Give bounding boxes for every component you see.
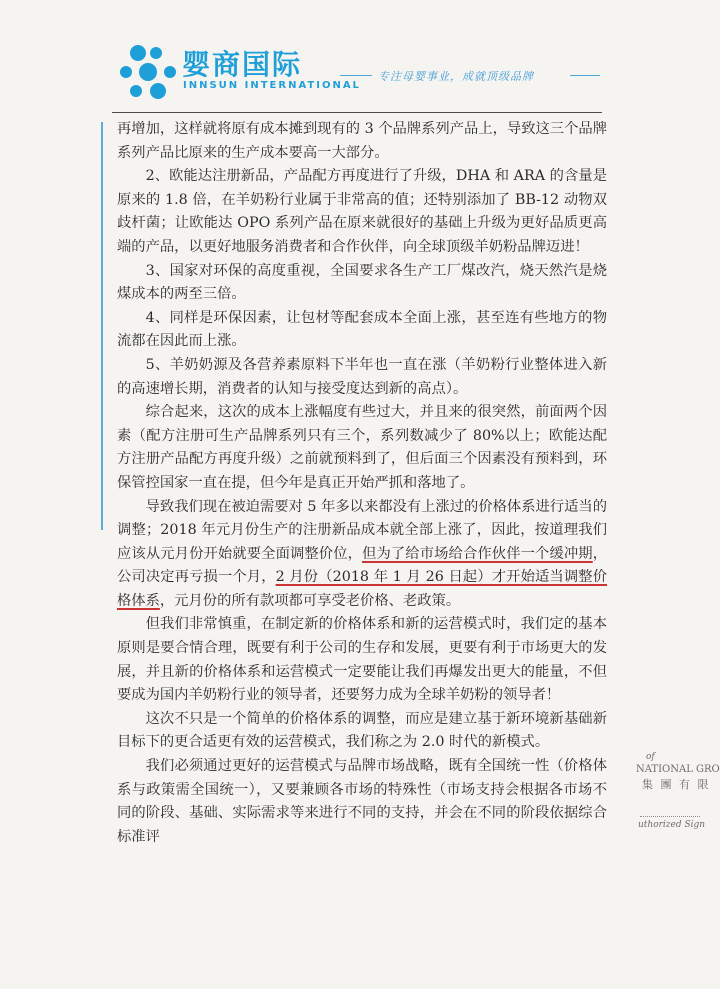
slogan-line-right <box>570 75 600 76</box>
seal-text-authorized: uthorized Sign <box>638 820 706 830</box>
header-divider <box>112 112 602 113</box>
paragraph-point-3: 3、国家对环保的高度重视，全国要求各生产工厂煤改汽，烧天然汽是烧煤成本的两至三倍。 <box>117 262 607 303</box>
logo-chinese-name: 婴商国际 <box>182 48 303 81</box>
paragraph-summary: 综合起来，这次的成本上涨幅度有些过大，并且来的很突然，前面两个因素（配方注册可生产品牌系列只有三个，系列数减少了 80%以上；欧能达配方注册产品配方再度升级）之前就预料到了，但后面三个因素没有预料到，环保管控国家一直在提，但今年是真正开始严抓和落地了。 <box>117 404 607 491</box>
paragraph-price-adjustment <box>117 496 607 614</box>
paragraph-principles: 但我们非常慎重，在制定新的价格体系和新的运营模式时，我们定的基本原则是要合情合理，既要有利于公司的生存和发展，更要有利于市场更大的发展，并且新的价格体系和运营模式一定要能让我们再爆发出更大的能量，不但要成为国内羊奶粉行业的领导者，还要努力成为全球羊奶粉的领导者！ <box>117 616 607 704</box>
adjustment-text-a: 导致我们现在被迫需要对 5 年多以来都没有上涨过的价格体系进行适当的调整；2018 年元月份生产的注册新品成本就全部上涨了，因此，按道理我们应该从元月份开始就要全面调整价位， <box>117 498 607 562</box>
paragraph-point-4: 4、同样是环保因素，让包材等配套成本全面上涨，甚至连有些地方的物流都在因此而上涨。 <box>117 309 607 350</box>
paragraph-strategy: 我们必须通过更好的运营模式与品牌市场战略，既有全国统一性（价格体系与政策需全国统一），又要兼顾各市场的特殊性（市场支持会根据各市场不同的阶段、基础、实际需求等来进行不同的支持，并会在不同的阶段依据综合标准评 <box>117 758 607 845</box>
paragraph-new-model: 这次不只是一个简单的价格体系的调整，而应是建立基于新环境新基础新目标下的更合适更有效的运营模式，我们称之为 2.0 时代的新模式。 <box>117 710 607 751</box>
margin-marker-line <box>101 122 103 530</box>
adjustment-text-b: ，公司决定再亏损一个月， <box>117 545 608 586</box>
underlined-effective-date: 2 月份（2018 年 1 月 26 日起）才开始适当调整价格体系 <box>117 569 607 609</box>
paragraph-point-5: 5、羊奶奶源及各营养素原料下半年也一直在涨（羊奶粉行业整体进入新的高速增长期，消费者的认知与接受度达到新的高点）。 <box>117 356 607 397</box>
paragraph-continuation: 再增加，这样就将原有成本摊到现有的 3 个品牌系列产品上，导致这三个品牌系列产品比原来的生产成本要高一大部分。 <box>117 121 607 161</box>
signature-dotted-line <box>640 816 700 817</box>
slogan-line-left <box>340 75 372 76</box>
slogan-block <box>340 66 640 86</box>
underlined-buffer-period: 但为了给市场给合作伙伴一个缓冲期 <box>362 545 593 562</box>
seal-text-of: of <box>646 752 655 762</box>
logo-english-name: INNSUN INTERNATIONAL <box>183 80 361 91</box>
seal-text-english: NATIONAL GRO <box>636 764 720 775</box>
company-seal-fragment <box>632 752 720 872</box>
adjustment-text-c: ，元月份的所有款项都可享受老价格、老政策。 <box>159 592 461 609</box>
paragraph-point-2: 2、欧能达注册新品，产品配方再度进行了升级，DHA 和 ARA 的含量是原来的 1.8 倍，在羊奶粉行业属于非常高的值；还特别添加了 BB-12 动物双歧杆菌；让欧能达 OPO 系列产品在原来就很好的基础上升级为更好品质更高端的产品，以更好地服务消费者和合作伙伴，向全球顶级羊奶粉品牌迈进！ <box>117 168 607 255</box>
seal-text-chinese: 集 團 有 限 <box>642 778 711 791</box>
letterhead <box>0 0 700 110</box>
slogan-text: 专注母婴事业，成就顶级品牌 <box>378 70 534 83</box>
logo-icon <box>118 44 178 100</box>
letter-body <box>117 118 607 849</box>
